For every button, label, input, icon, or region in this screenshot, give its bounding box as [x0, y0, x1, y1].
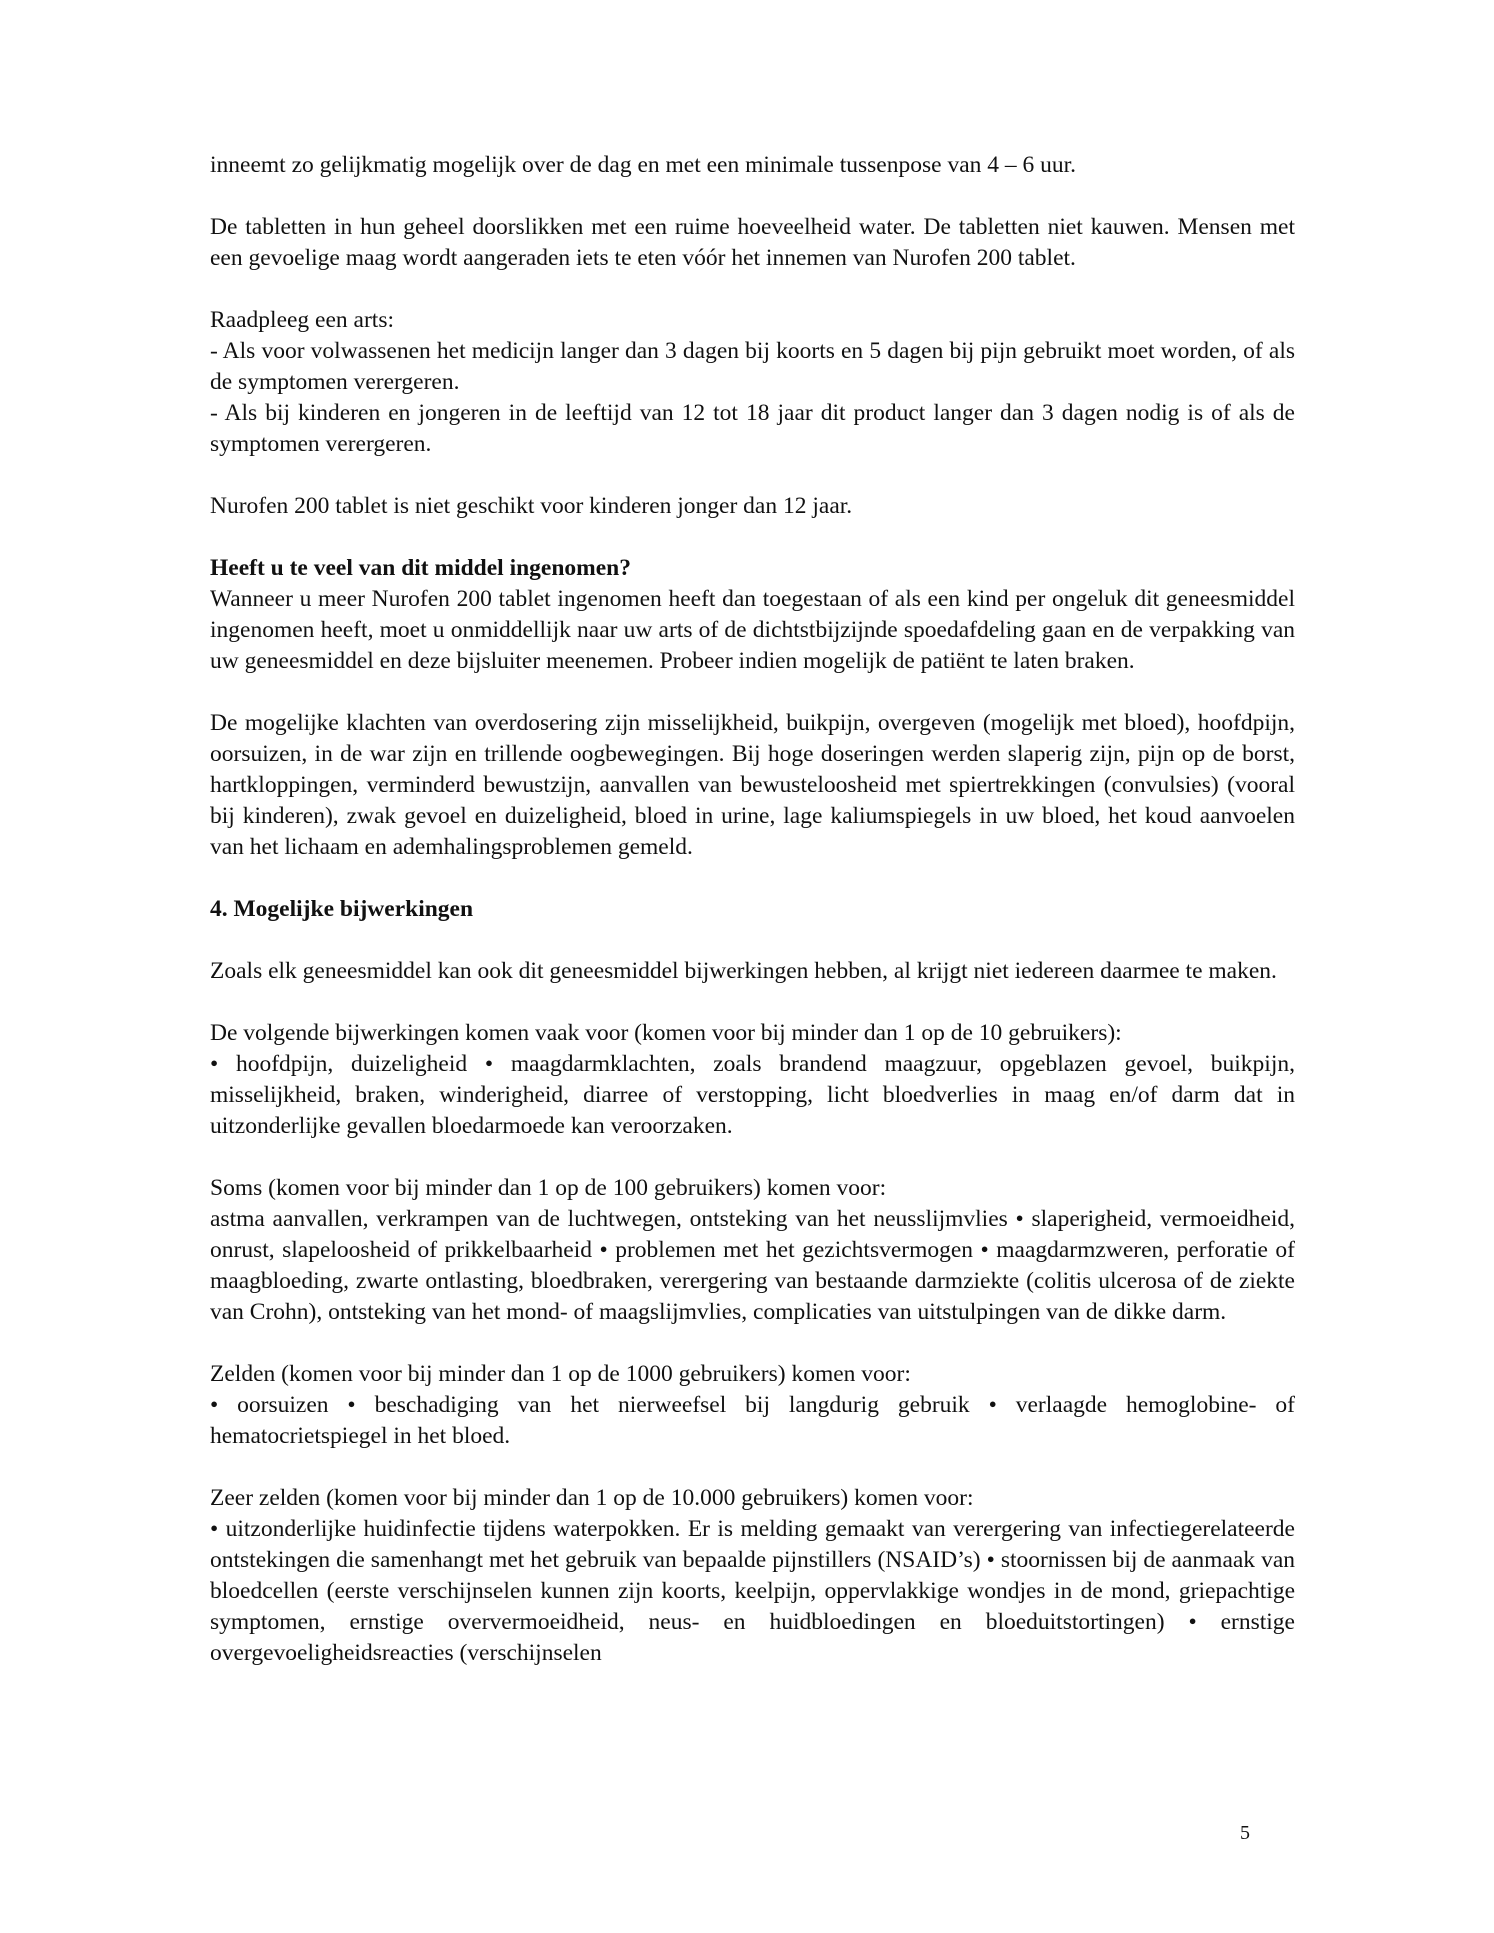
consult-doctor-heading: Raadpleeg een arts:: [210, 307, 394, 333]
rare-side-effects-heading: Zelden (komen voor bij minder dan 1 op de 1000 gebruikers) komen voor:: [210, 1361, 911, 1387]
page-number: 5: [1240, 1822, 1250, 1844]
section-4-heading: 4. Mogelijke bijwerkingen: [210, 896, 474, 922]
very-rare-side-effects-text: • uitzonderlijke huidinfectie tijdens waterpokken. Er is melding gemaakt van verergering van infectiegerelateerde ontstekingen die samenhangt met het gebruik van bepaalde pijnstillers (NSAID’s) • stoornissen bij de aanmaak van bloedcellen (eerste verschijnselen kunnen zijn koorts, keelpijn, oppervlakkige wondjes in de mond, griepachtige symptomen, ernstige oververmoeidheid, neus- en huidbloedingen en bloeduitstortingen) • ernstige overgevoeligheidsreacties (verschijnselen: [210, 1516, 1295, 1666]
uncommon-side-effects-heading: Soms (komen voor bij minder dan 1 op de 100 gebruikers) komen voor:: [210, 1175, 887, 1201]
consult-adults-text: - Als voor volwassenen het medicijn langer dan 3 dagen bij koorts en 5 dagen bij pijn gebruikt moet worden, of als de symptomen verergeren.: [210, 338, 1295, 395]
swallow-instructions-text: De tabletten in hun geheel doorslikken met een ruime hoeveelheid water. De tabletten niet kauwen. Mensen met een gevoelige maag wordt aangeraden iets te eten vóór het innemen van Nurofen 200 tablet.: [210, 214, 1295, 271]
consult-children-text: - Als bij kinderen en jongeren in de leeftijd van 12 tot 18 jaar dit product langer dan 3 dagen nodig is of als de symptomen verergeren.: [210, 400, 1295, 457]
uncommon-side-effects-text: astma aanvallen, verkrampen van de luchtwegen, ontsteking van het neusslijmvlies • slaperigheid, vermoeidheid, onrust, slapeloosheid of prikkelbaarheid • problemen met het gezichtsvermogen • maagdarmzweren, perforatie of maagbloeding, zwarte ontlasting, bloedbraken, verergering van bestaande darmziekte (colitis ulcerosa of de ziekte van Crohn), ontsteking van het mond- of maagslijmvlies, complicaties van uitstulpingen van de dikke darm.: [210, 1206, 1295, 1325]
very-rare-side-effects-heading: Zeer zelden (komen voor bij minder dan 1 op de 10.000 gebruikers) komen voor:: [210, 1485, 974, 1511]
document-page: [210, 150, 1295, 1669]
overdose-symptoms-text: De mogelijke klachten van overdosering zijn misselijkheid, buikpijn, overgeven (mogelijk met bloed), hoofdpijn, oorsuizen, in de war zijn en trillende oogbewegingen. Bij hoge doseringen werden slaperig zijn, pijn op de borst, hartkloppingen, verminderd bewustzijn, aanvallen van bewusteloosheid met spiertrekkingen (convulsies) (vooral bij kinderen), zwak gevoel en duizeligheid, bloed in urine, lage kaliumspiegels in uw bloed, het koud aanvoelen van het lichaam en ademhalingsproblemen gemeld.: [210, 710, 1295, 860]
dosage-interval-text: inneemt zo gelijkmatig mogelijk over de dag en met een minimale tussenpose van 4 – 6 uur.: [210, 152, 1077, 178]
not-for-children-text: Nurofen 200 tablet is niet geschikt voor kinderen jonger dan 12 jaar.: [210, 493, 853, 519]
overdose-text: Wanneer u meer Nurofen 200 tablet ingenomen heeft dan toegestaan of als een kind per ongeluk dit geneesmiddel ingenomen heeft, moet u onmiddellijk naar uw arts of de dichtstbijzijnde spoedafdeling gaan en de verpakking van uw geneesmiddel en deze bijsluiter meenemen. Probeer indien mogelijk de patiënt te laten braken.: [210, 586, 1295, 674]
common-side-effects-text: • hoofdpijn, duizeligheid • maagdarmklachten, zoals brandend maagzuur, opgeblazen gevoel, buikpijn, misselijkheid, braken, winderigheid, diarree of verstopping, licht bloedverlies in maag en/of darm dat in uitzonderlijke gevallen bloedarmoede kan veroorzaken.: [210, 1051, 1295, 1139]
rare-side-effects-text: • oorsuizen • beschadiging van het nierweefsel bij langdurig gebruik • verlaagde hemoglobine- of hematocrietspiegel in het bloed.: [210, 1392, 1295, 1449]
common-side-effects-heading: De volgende bijwerkingen komen vaak voor (komen voor bij minder dan 1 op de 10 gebruikers):: [210, 1020, 1122, 1046]
overdose-heading: Heeft u te veel van dit middel ingenomen?: [210, 555, 632, 581]
side-effects-intro: Zoals elk geneesmiddel kan ook dit geneesmiddel bijwerkingen hebben, al krijgt niet iedereen daarmee te maken.: [210, 958, 1277, 984]
